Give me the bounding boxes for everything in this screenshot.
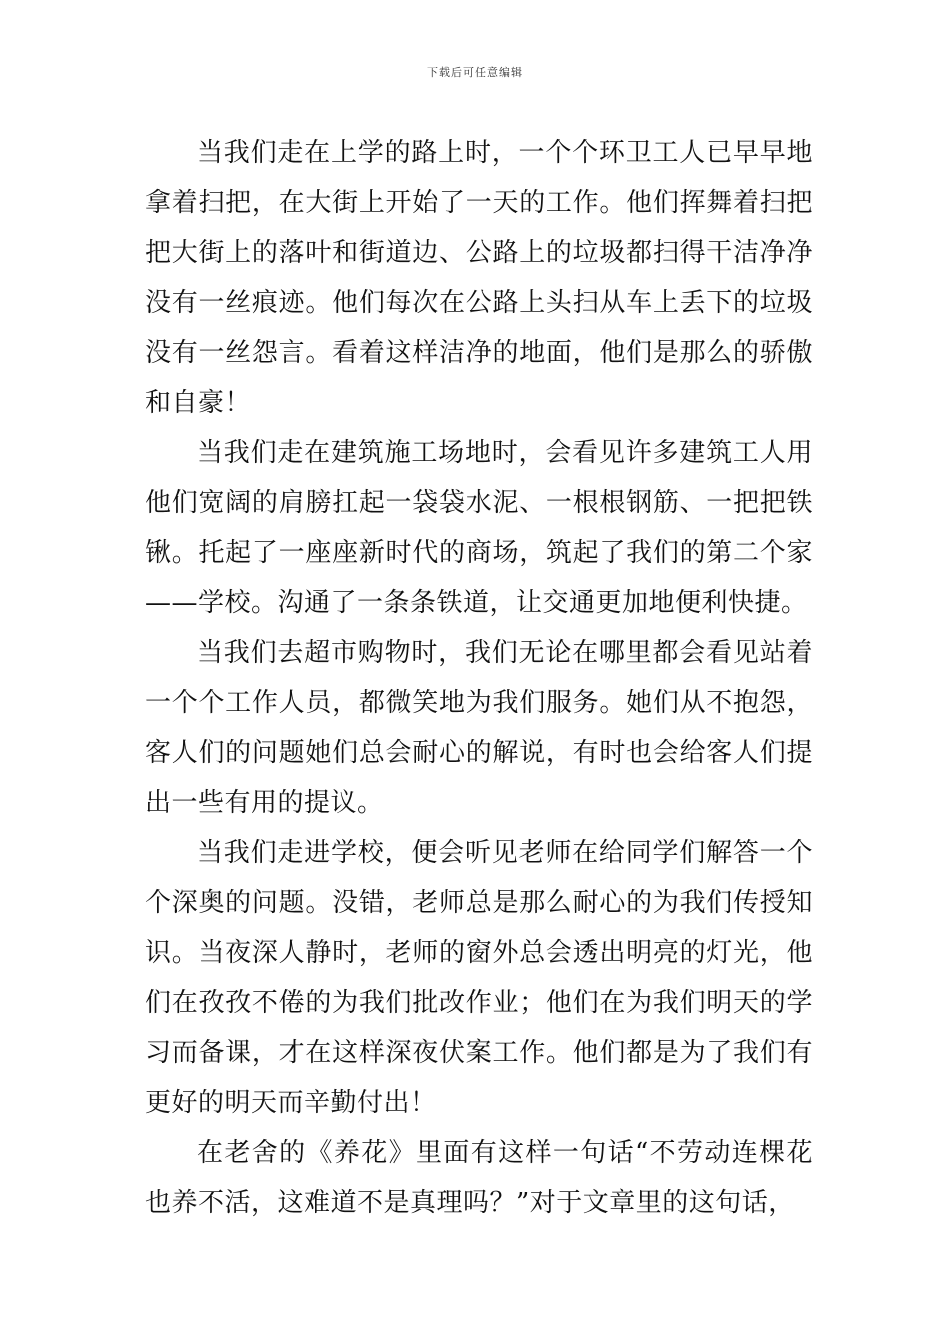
paragraph-teachers: 当我们走进学校，便会听见老师在给同学们解答一个个深奥的问题。没错，老师总是那么耐心的为我们传授知识。当夜深人静时，老师的窗外总会透出明亮的灯光，他们在孜孜不倦的为我们批改作业；他们在为我们明天的学习而备课，才在这样深夜伏案工作。他们都是为了我们有更好的明天而辛勤付出！ [145, 838, 813, 1118]
header-note: 下载后可任意编辑 [427, 66, 523, 79]
paragraph-laoshe-quote: 在老舍的《养花》里面有这样一句话“不劳动连棵花也养不活，这难道不是真理吗？”对于文章里的这句话， [145, 1138, 813, 1218]
paragraph-supermarket-staff: 当我们去超市购物时，我们无论在哪里都会看见站着一个个工作人员，都微笑地为我们服务。她们从不抱怨，客人们的问题她们总会耐心的解说，有时也会给客人们提出一些有用的提议。 [145, 638, 813, 818]
paragraph-construction-workers: 当我们走在建筑施工场地时，会看见许多建筑工人用他们宽阔的肩膀扛起一袋袋水泥、一根根钢筋、一把把铁锹。托起了一座座新时代的商场，筑起了我们的第二个家——学校。沟通了一条条铁道，让交通更加地便利快捷。 [145, 438, 813, 618]
document-body [145, 128, 813, 1228]
paragraph-sanitation-workers: 当我们走在上学的路上时，一个个环卫工人已早早地拿着扫把，在大街上开始了一天的工作。他们挥舞着扫把把大街上的落叶和街道边、公路上的垃圾都扫得干洁净净没有一丝痕迹。他们每次在公路上头扫从车上丢下的垃圾没有一丝怨言。看着这样洁净的地面，他们是那么的骄傲和自豪！ [145, 138, 813, 418]
